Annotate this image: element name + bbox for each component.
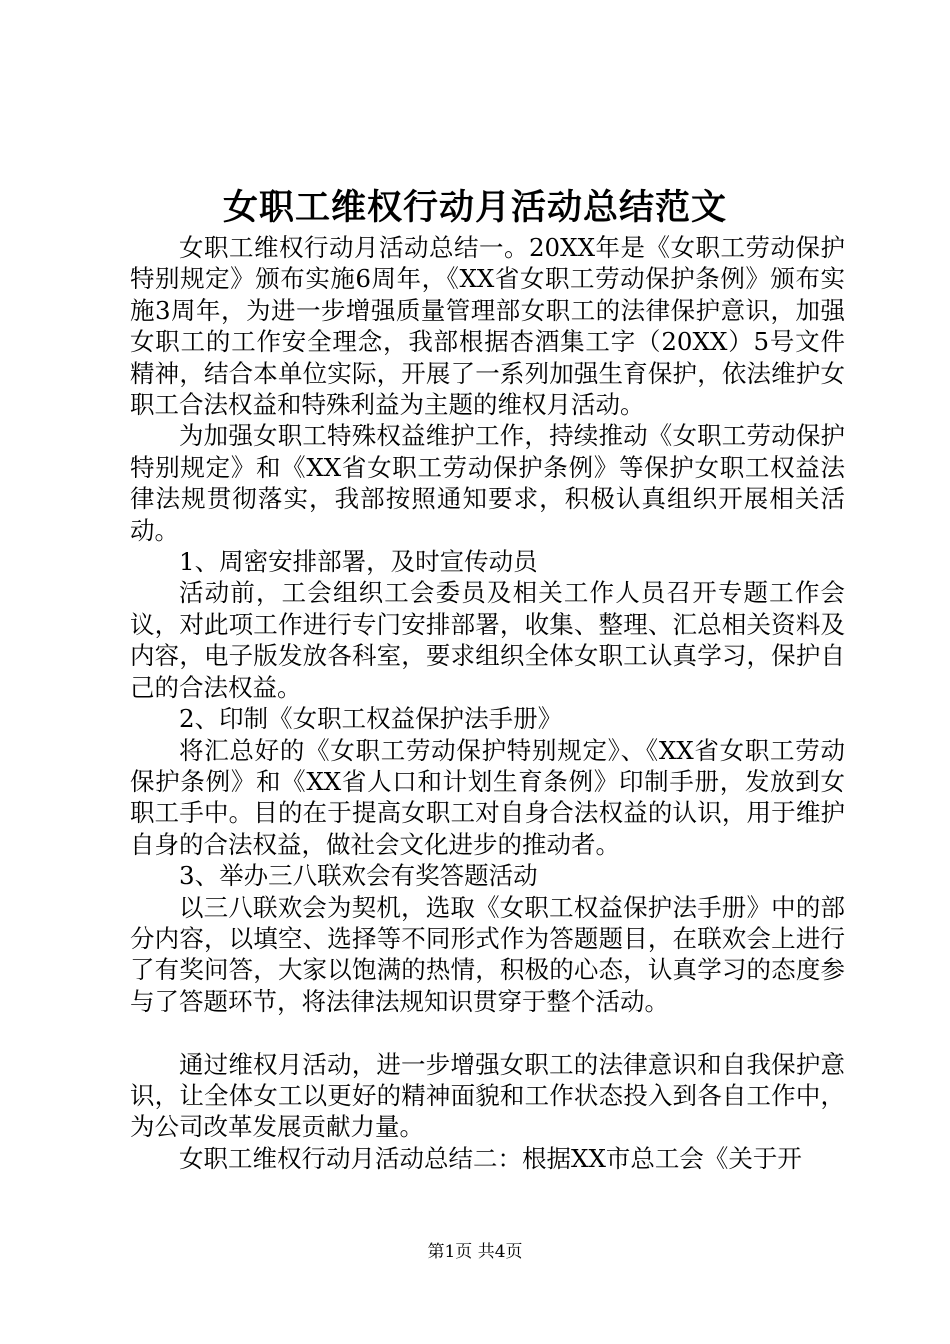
section-heading-2: 2、印制《女职工权益保护法手册》 <box>179 704 563 734</box>
paragraph-section-3: 以三八联欢会为契机，选取《女职工权益保护法手册》中的部分内容，以填空、选择等不同形式作为答题题目，在联欢会上进行了有奖问答，大家以饱满的热情，积极的心态，认真学习的态度参与了答题环节，将法律法规知识贯穿于整个活动。 <box>130 892 845 1016</box>
paragraph-purpose: 为加强女职工特殊权益维护工作，持续推动《女职工劳动保护特别规定》和《XX省女职工劳动保护条例》等保护女职工权益法律法规贯彻落实，我部按照通知要求，积极认真组织开展相关活动。 <box>130 421 845 545</box>
paragraph-conclusion: 通过维权月活动，进一步增强女职工的法律意识和自我保护意识，让全体女工以更好的精神面貌和工作状态投入到各自工作中，为公司改革发展贡献力量。 <box>130 1049 845 1142</box>
section-heading-3: 3、举办三八联欢会有奖答题活动 <box>179 861 538 891</box>
paragraph-summary-two: 女职工维权行动月活动总结二：根据XX市总工会《关于开 <box>179 1143 802 1173</box>
page-number-footer: 第1页 共4页 <box>427 1242 523 1262</box>
document-body <box>130 232 845 1174</box>
paragraph-section-2: 将汇总好的《女职工劳动保护特别规定》、《XX省女职工劳动保护条例》和《XX省人口和计划生育条例》印制手册，发放到女职工手中。目的在于提高女职工对自身合法权益的认识，用于维护自身的合法权益，做社会文化进步的推动者。 <box>130 735 845 859</box>
section-heading-1: 1、周密安排部署，及时宣传动员 <box>179 547 538 577</box>
paragraph-section-1: 活动前，工会组织工会委员及相关工作人员召开专题工作会议，对此项工作进行专门安排部署，收集、整理、汇总相关资料及内容，电子版发放各科室，要求组织全体女职工认真学习，保护自己的合法权益。 <box>130 578 845 702</box>
paragraph-intro: 女职工维权行动月活动总结一。20XX年是《女职工劳动保护特别规定》颁布实施6周年，《XX省女职工劳动保护条例》颁布实施3周年，为进一步增强质量管理部女职工的法律保护意识，加强女职工的工作安全理念，我部根据杏酒集工字（20XX）5号文件精神，结合本单位实际，开展了一系列加强生育保护，依法维护女职工合法权益和特殊利益为主题的维权月活动。 <box>130 233 845 420</box>
document-title: 女职工维权行动月活动总结范文 <box>222 187 727 228</box>
blank-line <box>130 1017 845 1048</box>
